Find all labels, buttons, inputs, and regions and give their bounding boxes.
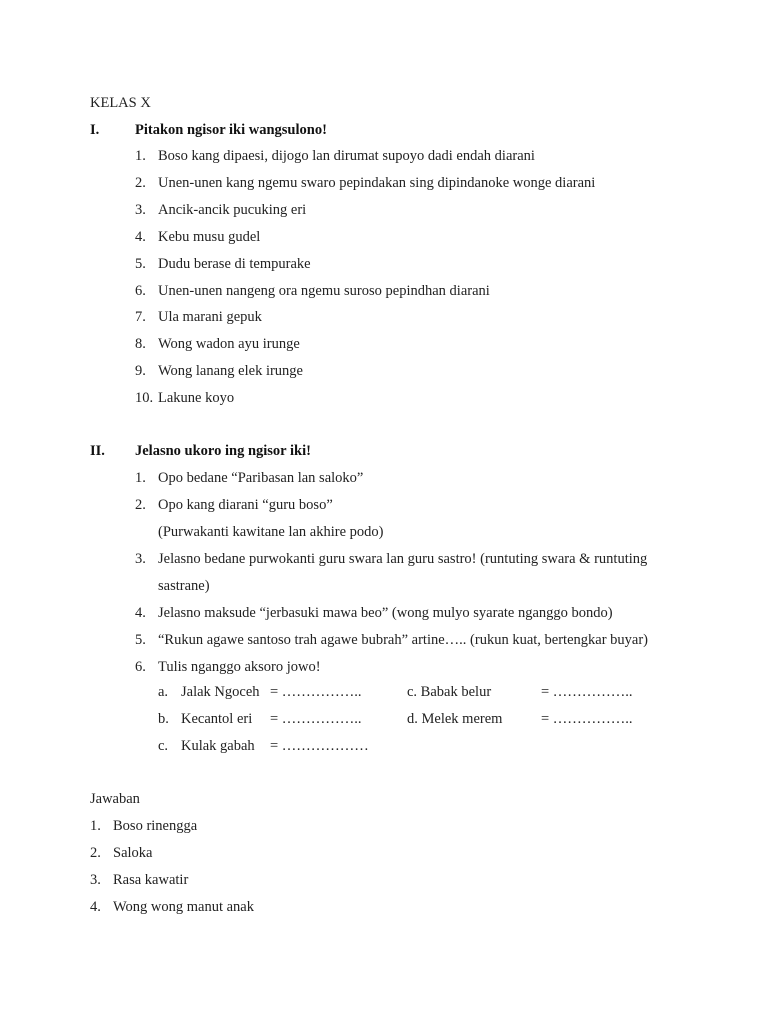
- subitem-letter: a.: [158, 684, 169, 700]
- question-number: 9.: [135, 363, 146, 380]
- question-text: Jelasno bedane purwokanti guru swara lan guru sastro! (runtuting swara & runtuting: [158, 551, 648, 567]
- question-number: 2.: [135, 174, 146, 191]
- section1-numeral: I.: [90, 122, 100, 138]
- question-text: Opo kang diarani “guru boso”: [158, 497, 333, 513]
- question-text: Ula marani gepuk: [158, 309, 262, 326]
- subitem-label: Kecantol eri: [181, 711, 253, 727]
- subitem-letter: b.: [158, 711, 169, 727]
- answer-number: 2.: [90, 845, 101, 861]
- question-number: 4.: [135, 228, 146, 245]
- question-number: 4.: [135, 605, 146, 621]
- subitem-label: Jalak Ngoceh: [181, 684, 260, 700]
- section1-title: Pitakon ngisor iki wangsulono!: [135, 122, 327, 138]
- subitem-letter: c.: [158, 738, 169, 754]
- question-number: 1.: [135, 470, 146, 486]
- answer-blank: = ……………..: [270, 684, 362, 700]
- question-number: 7.: [135, 309, 146, 326]
- question-number: 3.: [135, 551, 146, 567]
- answer-number: 4.: [90, 899, 101, 915]
- answers-title: Jawaban: [90, 791, 140, 807]
- question-text: Dudu berase di tempurake: [158, 255, 311, 272]
- question-number: 6.: [135, 659, 146, 675]
- question-number: 5.: [135, 632, 146, 648]
- question-text: Kebu musu gudel: [158, 228, 261, 245]
- question-number: 2.: [135, 497, 146, 513]
- question-number: 5.: [135, 255, 146, 272]
- question-text: “Rukun agawe santoso trah agawe bubrah” artine….. (rukun kuat, bertengkar buyar): [158, 632, 648, 648]
- question-text: Wong lanang elek irunge: [158, 363, 303, 380]
- question-text: Unen-unen nangeng ora ngemu suroso pepindhan diarani: [158, 282, 490, 299]
- question-text: Ancik-ancik pucuking eri: [158, 201, 307, 218]
- question-text: Wong wadon ayu irunge: [158, 336, 300, 353]
- answer-number: 3.: [90, 872, 101, 888]
- question-number: 8.: [135, 336, 146, 353]
- class-heading: KELAS X: [90, 95, 151, 111]
- question-text: Tulis nganggo aksoro jowo!: [158, 659, 321, 675]
- answer-number: 1.: [90, 818, 101, 834]
- answer-text: Wong wong manut anak: [113, 899, 254, 915]
- question-text: Jelasno maksude “jerbasuki mawa beo” (wong mulyo syarate nganggo bondo): [158, 605, 613, 621]
- answer-blank: = ……………..: [541, 684, 633, 700]
- question-text-continuation: (Purwakanti kawitane lan akhire podo): [158, 524, 384, 540]
- question-number: 6.: [135, 282, 146, 299]
- subitem-label: Kulak gabah: [181, 738, 255, 754]
- question-text: Boso kang dipaesi, dijogo lan dirumat supoyo dadi endah diarani: [158, 148, 535, 164]
- answer-blank: = ……………..: [270, 711, 362, 727]
- answer-text: Saloka: [113, 845, 153, 861]
- answer-blank: = ………………: [270, 738, 369, 754]
- answer-text: Boso rinengga: [113, 818, 198, 834]
- question-number: 10.: [135, 390, 154, 407]
- question-text: Opo bedane “Paribasan lan saloko”: [158, 470, 364, 486]
- answer-blank: = ……………..: [541, 711, 633, 727]
- section2-title: Jelasno ukoro ing ngisor iki!: [135, 443, 311, 459]
- answer-text: Rasa kawatir: [113, 872, 189, 888]
- section2-numeral: II.: [90, 443, 105, 459]
- subitem-label: d. Melek merem: [407, 711, 503, 727]
- question-text: Unen-unen kang ngemu swaro pepindakan sing dipindanoke wonge diarani: [158, 174, 596, 191]
- question-text: Lakune koyo: [158, 390, 235, 407]
- question-number: 1.: [135, 148, 146, 164]
- subitem-label: c. Babak belur: [407, 684, 492, 700]
- question-text-continuation: sastrane): [158, 578, 210, 594]
- question-number: 3.: [135, 201, 146, 218]
